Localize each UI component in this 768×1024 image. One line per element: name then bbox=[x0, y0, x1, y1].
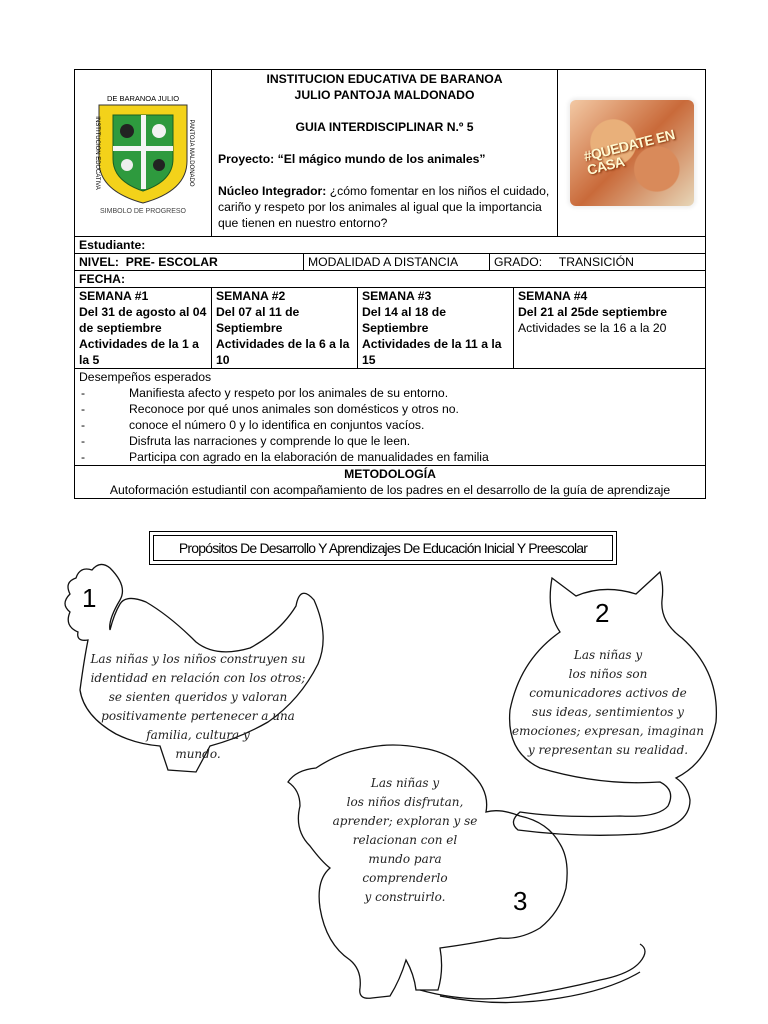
week-dates: Del 14 al 18 de Septiembre bbox=[362, 305, 447, 335]
nivel-value: PRE- ESCOLAR bbox=[125, 255, 218, 269]
project-value: “El mágico mundo de los animales” bbox=[277, 152, 486, 166]
nucleo-value: ¿cómo fomentar en los niños el cuidado, cariño y respeto por los animales al igual que la importancia que tienen en nuestro entorno? bbox=[218, 184, 550, 230]
school-logo bbox=[75, 70, 212, 236]
animal-number-2: 2 bbox=[595, 598, 610, 628]
modalidad: MODALIDAD A DISTANCIA bbox=[304, 254, 490, 270]
guide-number: GUIA INTERDISCIPLINAR N.º 5 bbox=[295, 120, 474, 134]
metodologia-title: METODOLOGÍA bbox=[344, 467, 436, 481]
weeks-row bbox=[75, 288, 705, 369]
animal-text-1: Las niñas y los niños construyen su identidad en relación con los otros; se sienten queridos y valoran positivamente pertenecer a una familia, cultura y mundo. bbox=[90, 652, 306, 761]
metodologia bbox=[75, 466, 705, 498]
grado-value: TRANSICIÓN bbox=[558, 255, 634, 269]
week-dates: Del 21 al 25de septiembre bbox=[518, 305, 668, 319]
grado bbox=[490, 254, 705, 270]
school-name-line1: INSTITUCION EDUCATIVA DE BARANOA bbox=[266, 72, 503, 86]
nivel-row bbox=[75, 254, 705, 271]
desempenos-row bbox=[75, 369, 705, 466]
week-4 bbox=[514, 288, 705, 368]
list-item: - Participa con agrado en la elaboración de manualidades en familia bbox=[79, 449, 701, 465]
animal-text-2: Las niñas y los niños son comunicadores activos de sus ideas, sentimientos y emociones; expresan, imaginan y representan su realidad. bbox=[512, 648, 704, 757]
animal-text-3: Las niñas y los niños disfrutan, aprender; exploran y se relacionan con el mundo para comprenderlo y construirlo. bbox=[332, 776, 478, 904]
project bbox=[218, 151, 551, 167]
svg-text:INSTITUCION EDUCATIVA: INSTITUCION EDUCATIVA bbox=[94, 116, 100, 190]
project-label: Proyecto: bbox=[218, 152, 275, 166]
week-1 bbox=[75, 288, 212, 368]
metodologia-row bbox=[75, 466, 705, 498]
desempenos-title: Desempeños esperados bbox=[79, 370, 212, 384]
fecha-label: FECHA: bbox=[79, 272, 126, 286]
list-item: - conoce el número 0 y lo identifica en conjuntos vacíos. bbox=[79, 417, 701, 433]
nucleo bbox=[218, 183, 551, 231]
svg-text:PANTOJA MALDONADO: PANTOJA MALDONADO bbox=[188, 119, 194, 187]
header-title bbox=[212, 70, 558, 236]
student-row bbox=[75, 237, 705, 254]
nivel bbox=[75, 254, 304, 270]
student-label: Estudiante: bbox=[79, 238, 146, 252]
fecha-row bbox=[75, 271, 705, 288]
svg-text:SIMBOLO DE PROGRESO: SIMBOLO DE PROGRESO bbox=[100, 208, 186, 215]
week-activities: Actividades se la 16 a la 20 bbox=[518, 321, 667, 335]
week-title: SEMANA #2 bbox=[216, 289, 286, 303]
week-title: SEMANA #1 bbox=[79, 289, 149, 303]
week-activities: Actividades de la 6 a la 10 bbox=[216, 337, 350, 367]
quedate-en-casa-image bbox=[558, 70, 705, 236]
metodologia-text: Autoformación estudiantil con acompañamiento de los padres en el desarrollo de la guía de aprendizaje bbox=[109, 483, 671, 497]
week-3 bbox=[358, 288, 514, 368]
banner-text: Propósitos De Desarrollo Y Aprendizajes De Educación Inicial Y Preescolar bbox=[178, 540, 588, 556]
week-title: SEMANA #3 bbox=[362, 289, 432, 303]
animal-number-3: 3 bbox=[513, 886, 528, 916]
guide-table bbox=[74, 69, 706, 499]
svg-text:DE BARANOA JULIO: DE BARANOA JULIO bbox=[106, 94, 180, 103]
week-dates: Del 31 de agosto al 04 de septiembre bbox=[79, 305, 207, 335]
list-item: - Disfruta las narraciones y comprende lo que le leen. bbox=[79, 433, 701, 449]
nucleo-label: Núcleo Integrador: bbox=[218, 184, 327, 198]
week-title: SEMANA #4 bbox=[518, 289, 588, 303]
nivel-label: NIVEL: bbox=[79, 255, 119, 269]
week-activities: Actividades de la 11 a la 15 bbox=[362, 337, 502, 367]
header-row bbox=[75, 70, 705, 237]
list-item: - Manifiesta afecto y respeto por los animales de su entorno. bbox=[79, 385, 701, 401]
shield-icon bbox=[91, 91, 195, 215]
desempenos-list bbox=[79, 385, 701, 465]
grado-label: GRADO: bbox=[494, 255, 543, 269]
week-activities: Actividades de la 1 a la 5 bbox=[79, 337, 199, 367]
desempenos bbox=[75, 369, 705, 465]
week-dates: Del 07 al 11 de Septiembre bbox=[216, 305, 300, 335]
list-item: - Reconoce por qué unos animales son domésticos y otros no. bbox=[79, 401, 701, 417]
week-2 bbox=[212, 288, 358, 368]
photo-caption: #QUEDATE EN CASA bbox=[581, 126, 676, 178]
school-name-line2: JULIO PANTOJA MALDONADO bbox=[294, 88, 475, 102]
animal-number-1: 1 bbox=[82, 583, 97, 613]
